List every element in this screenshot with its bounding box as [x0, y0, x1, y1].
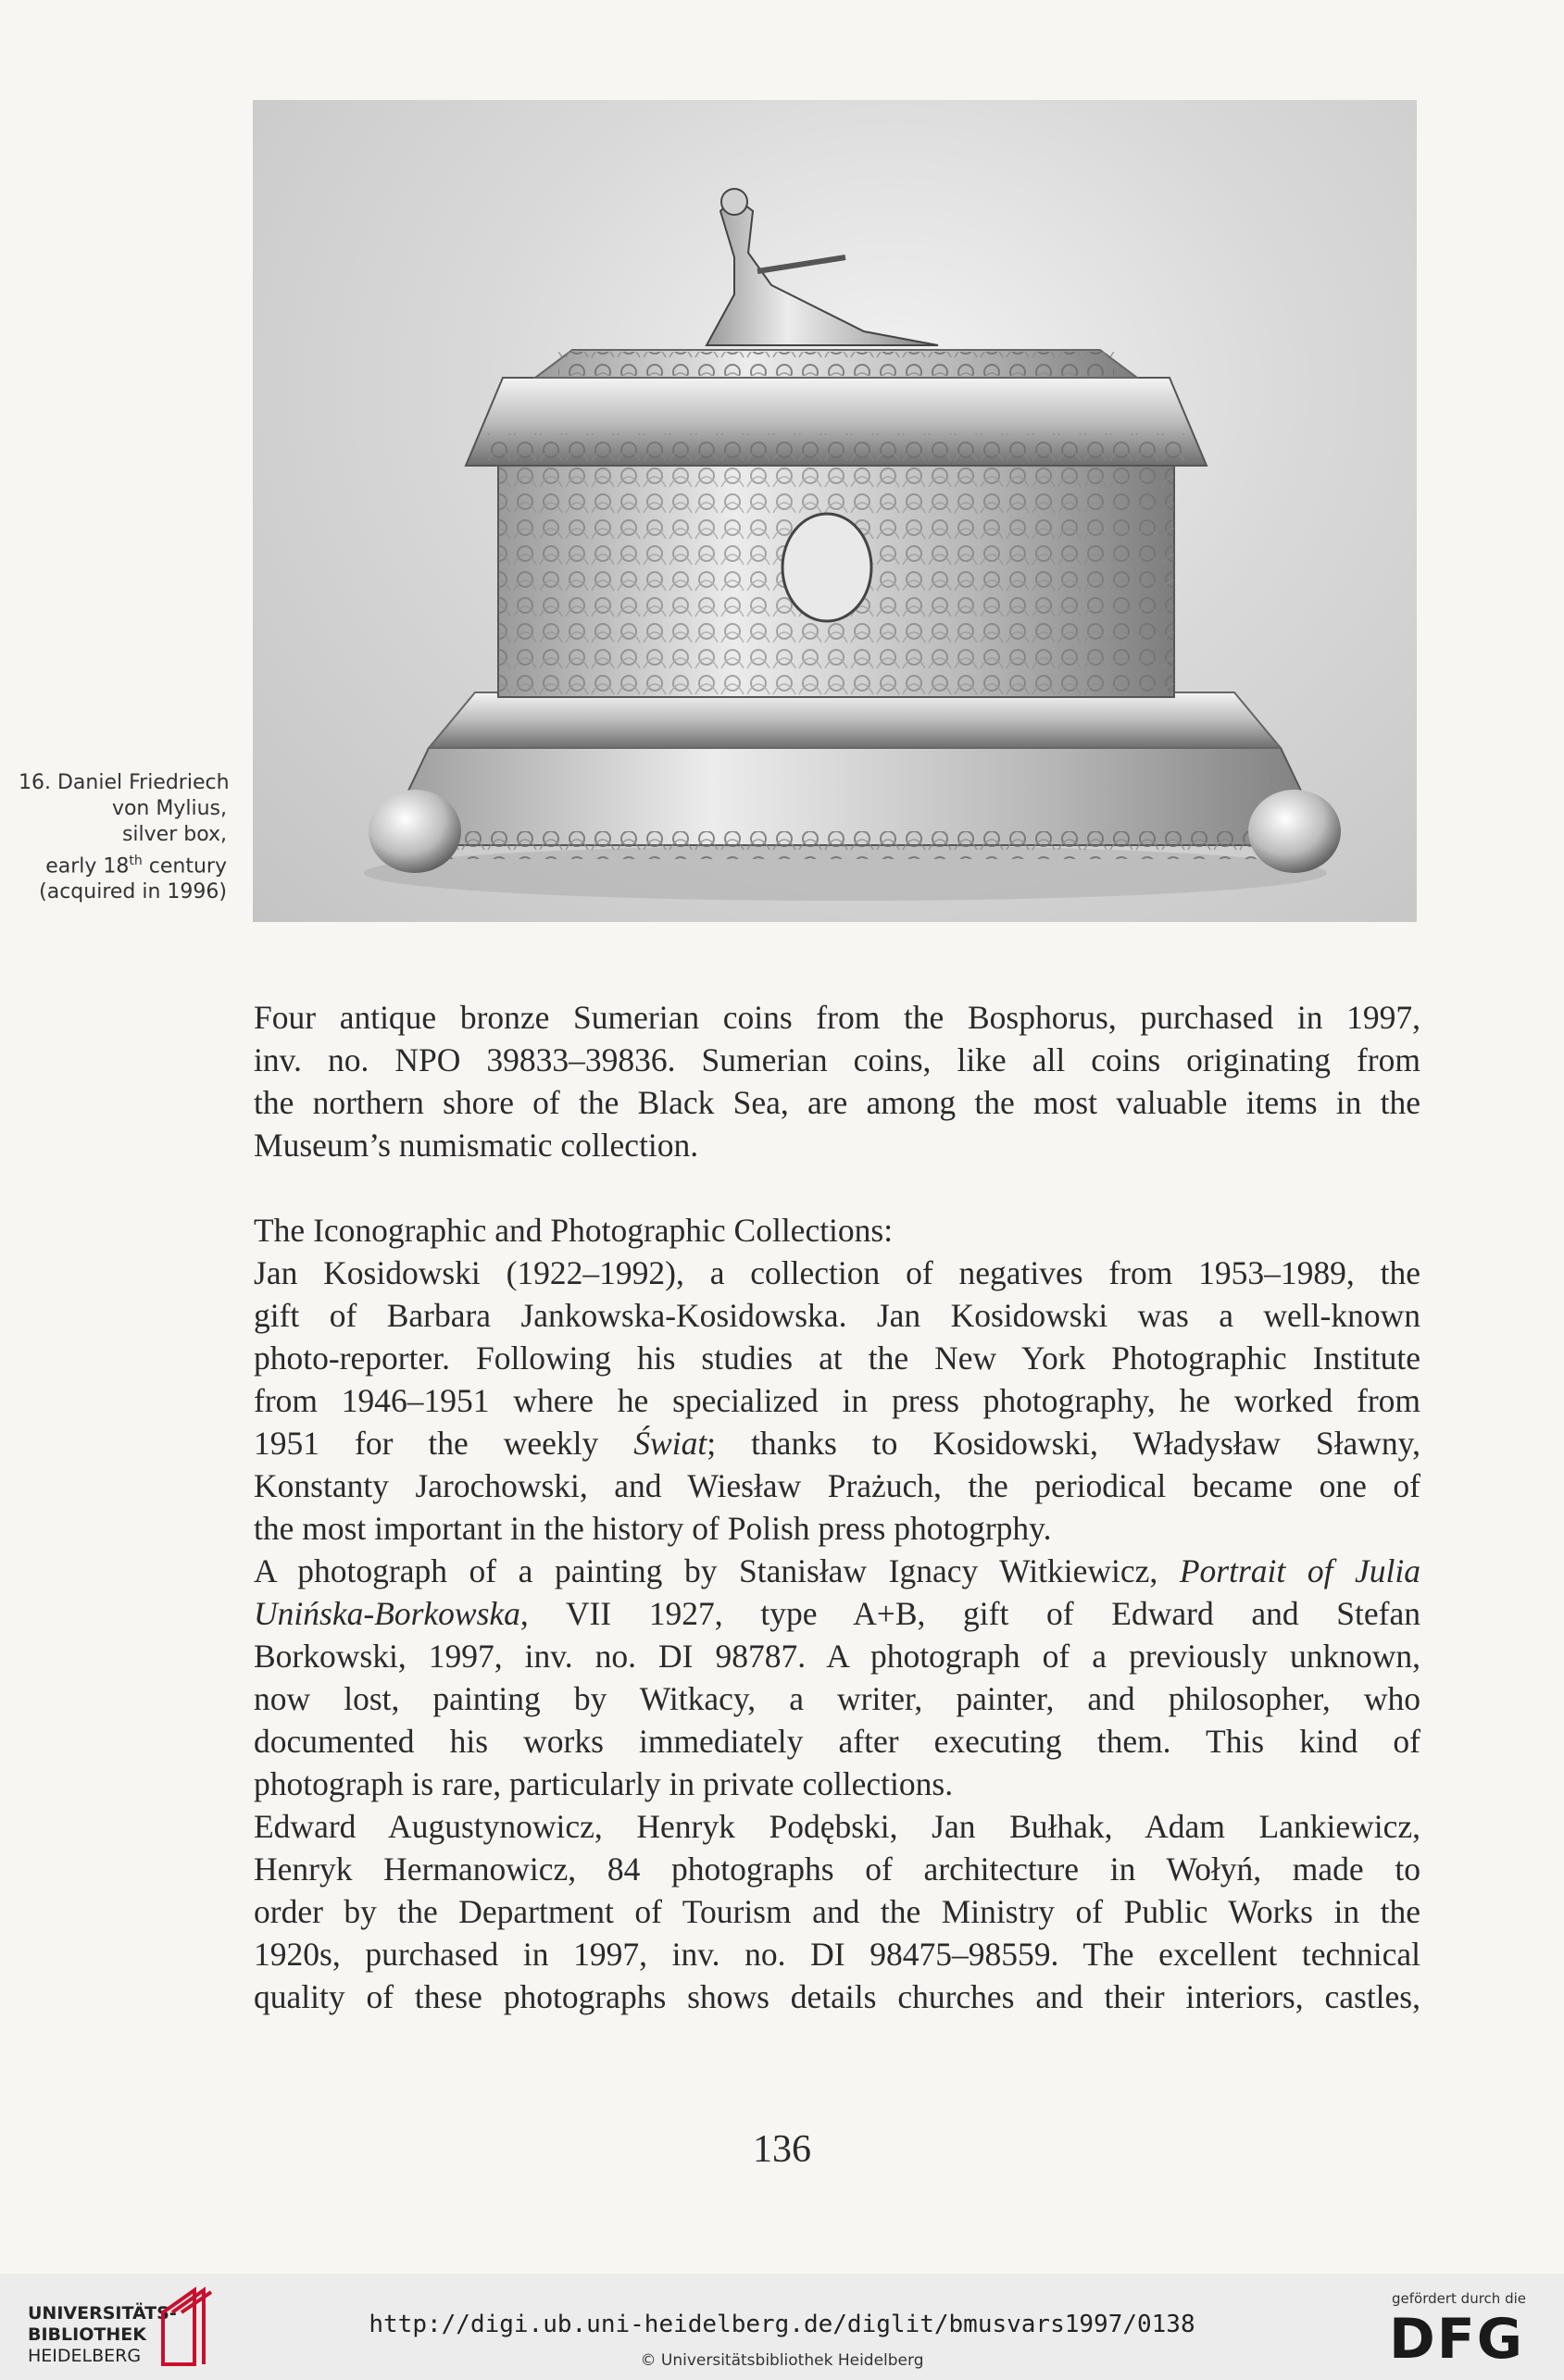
page-number: 136 — [753, 2128, 811, 2171]
text-line: Unińska-Borkowska, VII 1927, type A+B, gift of Edward and Stefan — [254, 1595, 1420, 1632]
text-line: photograph is rare, particularly in private collections. — [254, 1765, 954, 1802]
text-line: documented his works immediately after executing them. This kind of — [254, 1723, 1420, 1760]
paragraph-kosidowski — [254, 1252, 1420, 1550]
caption-line: (acquired in 1996) — [39, 880, 227, 904]
text-line: photo-reporter. Following his studies at the New York Photographic Institute — [254, 1340, 1420, 1377]
caption-line: silver box, — [121, 823, 227, 846]
text-line: Henryk Hermanowicz, 84 photographs of architecture in Wołyń, made to — [254, 1850, 1420, 1888]
text-line: the most important in the history of Polish press photogrphy. — [254, 1510, 1052, 1547]
text-line: 1920s, purchased in 1997, inv. no. DI 98475–98559. The excellent technical — [254, 1936, 1420, 1973]
silver-box-photo — [253, 100, 1417, 922]
funded-by-label: gefördert durch die — [1392, 2290, 1526, 2307]
text-line: Museum’s numismatic collection. — [254, 1127, 699, 1164]
caption-line: early 18th century — [45, 854, 227, 878]
text-line: Borkowski, 1997, inv. no. DI 98787. A photograph of a previously unknown, — [254, 1638, 1420, 1675]
text-line: order by the Department of Tourism and the Ministry of Public Works in the — [254, 1893, 1420, 1930]
text-line: A photograph of a painting by Stanisław Ignacy Witkiewicz, Portrait of Julia — [254, 1552, 1421, 1589]
silver-box-illustration — [253, 100, 1417, 922]
text-line: from 1946–1951 where he specialized in press photography, he worked from — [254, 1382, 1420, 1419]
dfg-logo: DFG — [1389, 2307, 1525, 2372]
text-line: 1951 for the weekly Świat; thanks to Kosidowski, Władysław Sławny, — [254, 1425, 1421, 1462]
copyright-notice: © Universitätsbibliothek Heidelberg — [640, 2351, 924, 2370]
paragraph-heading — [254, 1209, 1420, 1252]
footer-bar — [0, 2274, 1564, 2380]
caption-line: von Mylius, — [111, 797, 227, 820]
paragraph-witkiewicz — [254, 1550, 1420, 1805]
body-text — [254, 996, 1420, 2018]
paragraph-gap — [254, 1166, 1420, 1209]
italic-title: Świat — [633, 1425, 707, 1462]
figure-caption — [19, 770, 230, 905]
paragraph-coins — [254, 996, 1420, 1166]
text-line: Edward Augustynowicz, Henryk Podębski, Jan Bułhak, Adam Lankiewicz, — [254, 1808, 1420, 1845]
caption-line: 16. Daniel Friedriech — [19, 771, 230, 794]
section-heading: The Iconographic and Photographic Collections: — [254, 1212, 894, 1249]
permalink-url[interactable]: http://digi.ub.uni-heidelberg.de/diglit/bmusvars1997/0138 — [369, 2311, 1195, 2338]
text-line: quality of these photographs shows details churches and their interiors, castles, — [254, 1978, 1420, 2015]
library-name: UNIVERSITÄTS- BIBLIOTHEK HEIDELBERG — [28, 2303, 177, 2366]
text-line: inv. no. NPO 39833–39836. Sumerian coins, like all coins originating from — [254, 1041, 1420, 1078]
text-line: Four antique bronze Sumerian coins from the Bosphorus, purchased in 1997, — [254, 999, 1420, 1036]
text-line: the northern shore of the Black Sea, are among the most valuable items in the — [254, 1084, 1420, 1121]
italic-title: Unińska-Borkowska — [254, 1595, 520, 1632]
text-line: Konstanty Jarochowski, and Wiesław Prażuch, the periodical became one of — [254, 1467, 1420, 1504]
text-line: gift of Barbara Jankowska-Kosidowska. Jan Kosidowski was a well-known — [254, 1297, 1420, 1334]
italic-title: Portrait of Julia — [1179, 1552, 1421, 1589]
text-line: now lost, painting by Witkacy, a writer, painter, and philosopher, who — [254, 1680, 1420, 1717]
text-line: Jan Kosidowski (1922–1992), a collection of negatives from 1953–1989, the — [254, 1254, 1420, 1291]
paragraph-architecture — [254, 1805, 1420, 2018]
